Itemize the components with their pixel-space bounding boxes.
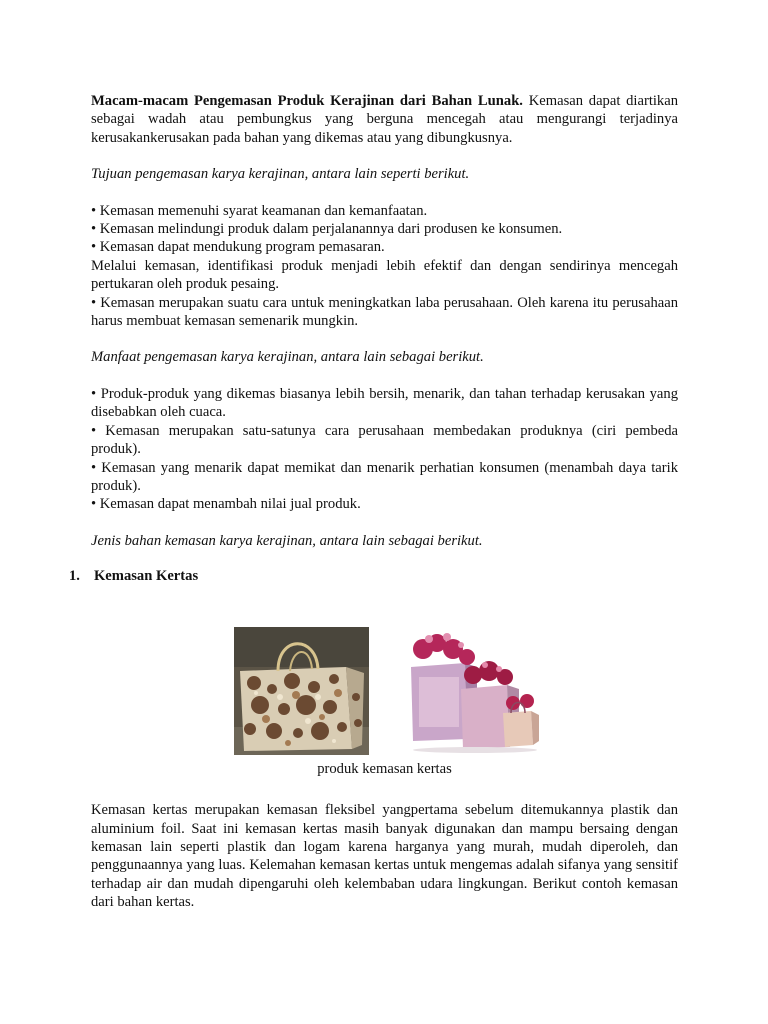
gift-bags-photo — [407, 629, 543, 753]
tujuan-line: • Kemasan dapat mendukung program pemasaran. — [91, 239, 385, 256]
figure-caption: produk kemasan kertas — [317, 761, 452, 778]
gift-bags-image — [407, 629, 543, 753]
tujuan-line: Melalui kemasan, identifikasi produk menjadi lebih efektif dan dengan sendirinya mencegah pertukaran oleh produk pesaing. — [91, 257, 678, 293]
tujuan-heading: Tujuan pengemasan karya kerajinan, antara lain seperti berikut. — [91, 166, 470, 183]
body-paragraph: Kemasan kertas merupakan kemasan fleksibel yangpertama sebelum ditemukannya plastik dan aluminium foil. Saat ini kemasan kertas masih banyak digunakan dan mampu bersaing dengan kemasan lain seperti plastik dan logam karena harganya yang murah, mudah diperoleh, dan penggunaannya yang luas. Kelemahan kemasan kertas untuk mengemas adalah sifanya yang sensitif terhadap air dan mudah dipengaruhi oleh kelembaban udara lingkungan. Berikut contoh kemasan dari bahan kertas. — [91, 802, 678, 911]
manfaat-line: • Kemasan merupakan satu-satunya cara perusahaan membedakan produknya (ciri pembeda produk). — [91, 422, 678, 458]
manfaat-heading: Manfaat pengemasan karya kerajinan, antara lain sebagai berikut. — [91, 349, 484, 366]
figure — [91, 627, 678, 787]
section-heading — [69, 568, 678, 585]
tujuan-line: • Kemasan merupakan suatu cara untuk meningkatkan laba perusahaan. Oleh karena itu perusahaan harus membuat kemasan semenarik mungkin. — [91, 294, 678, 330]
tujuan-line: • Kemasan melindungi produk dalam perjalanannya dari produsen ke konsumen. — [91, 221, 563, 238]
tujuan-line: • Kemasan memenuhi syarat keamanan dan kemanfaatan. — [91, 202, 428, 219]
manfaat-line: • Kemasan yang menarik dapat memikat dan menarik perhatian konsumen (menambah daya tarik produk). — [91, 459, 678, 494]
section-number: 1. — [69, 568, 80, 585]
intro-title: Macam-macam Pengemasan Produk Kerajinan dari Bahan Lunak. — [91, 93, 523, 109]
intro-text: Kemasan dapat diartikan sebagai wadah atau pembungkus yang berguna mencegah atau mengurangi terjadinya kerusakankerusakan pada bahan yang dikemas atau yang dibungkusnya. — [91, 93, 679, 146]
paper-bag-photo — [234, 627, 369, 755]
section-title: Kemasan Kertas — [93, 568, 199, 585]
manfaat-line: • Kemasan dapat menambah nilai jual produk. — [91, 496, 361, 513]
intro-paragraph — [91, 92, 678, 147]
jenis-heading: Jenis bahan kemasan karya kerajinan, antara lain sebagai berikut. — [91, 532, 483, 549]
manfaat-line: • Produk-produk yang dikemas biasanya lebih bersih, menarik, dan tahan terhadap kerusakan yang disebabkan oleh cuaca. — [91, 385, 678, 421]
paper-bag-image — [234, 627, 369, 755]
